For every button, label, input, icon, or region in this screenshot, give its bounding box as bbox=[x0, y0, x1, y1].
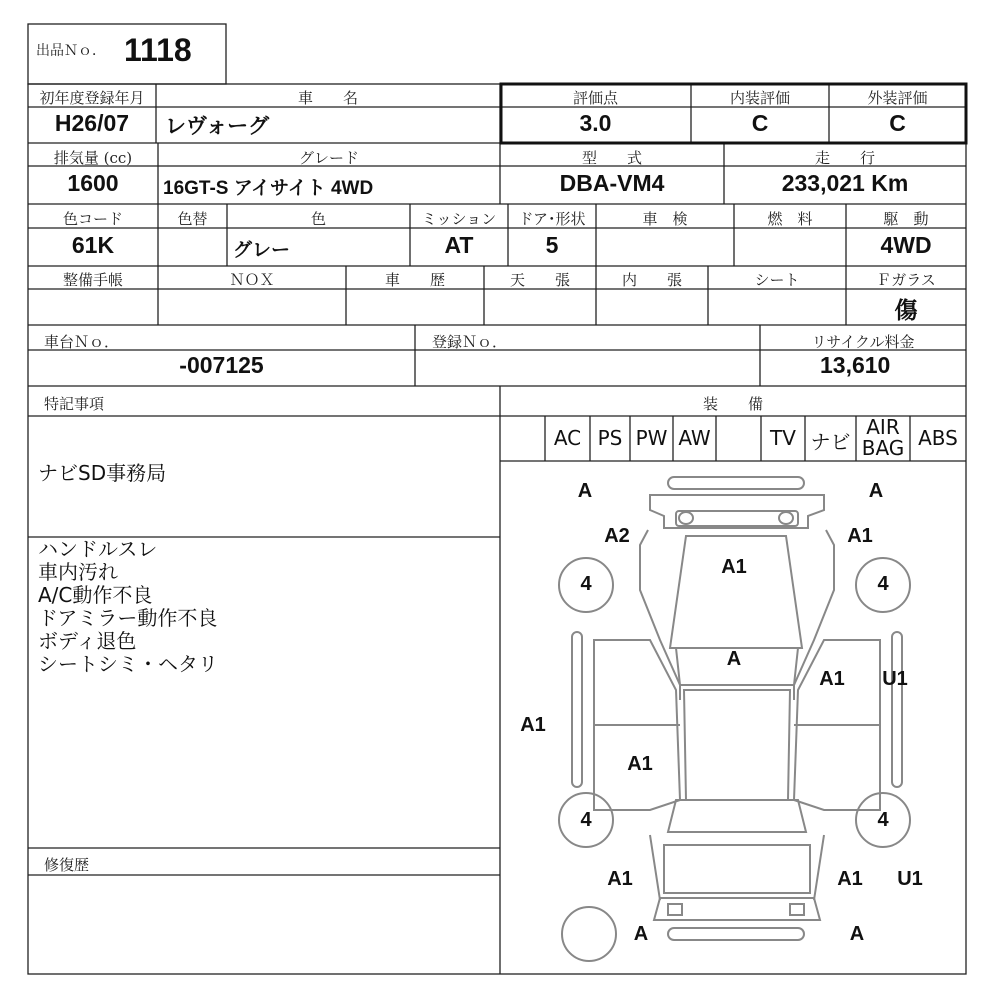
roof-label: 天 張 bbox=[509, 271, 570, 289]
interior-trim-label: 内 張 bbox=[621, 271, 682, 289]
exterior-score-value: C bbox=[889, 110, 906, 136]
grade-label: グレード bbox=[298, 149, 359, 167]
equip-pw: PW bbox=[635, 426, 668, 450]
note-line: ドアミラー動作不良 bbox=[38, 606, 218, 630]
drive-value: 4WD bbox=[880, 232, 932, 258]
interior-score-value: C bbox=[751, 110, 769, 136]
equip-navi: ナビ bbox=[810, 430, 851, 454]
repair-history-label: 修復歴 bbox=[44, 856, 90, 874]
chassis-label: 車台Ｎｏ． bbox=[44, 333, 120, 351]
model-label: 型 式 bbox=[581, 149, 642, 167]
equip-airbag bbox=[856, 417, 910, 459]
note-line: 車内汚れ bbox=[38, 560, 118, 584]
notes-label: 特記事項 bbox=[44, 395, 105, 413]
equip-abs: ABS bbox=[918, 426, 958, 450]
maintenance-label: 整備手帳 bbox=[62, 271, 123, 289]
notes-list bbox=[38, 538, 218, 676]
damage-windshield: A bbox=[726, 648, 742, 670]
equip-aw: AW bbox=[678, 426, 711, 450]
color-value: グレー bbox=[233, 240, 291, 261]
equipment-label: 装 備 bbox=[702, 395, 763, 413]
mileage-value: 233,021 Km bbox=[781, 170, 909, 196]
registration-label: 初年度登録年月 bbox=[39, 89, 145, 107]
score-label: 評価点 bbox=[572, 89, 618, 107]
chassis-value: -007125 bbox=[179, 352, 264, 378]
history-label: 車 歴 bbox=[384, 271, 445, 289]
color-code-value: 61K bbox=[71, 232, 115, 258]
tire-rear-right: 4 bbox=[877, 809, 889, 831]
glass-value: 傷 bbox=[894, 297, 918, 324]
damage-bumper-left: A bbox=[633, 923, 649, 945]
exterior-score-label: 外装評価 bbox=[867, 89, 928, 107]
lot-number: 1118 bbox=[124, 32, 192, 68]
damage-door-right: A1 bbox=[819, 668, 845, 690]
note-line: ハンドルスレ bbox=[38, 537, 158, 561]
damage-front-right: A bbox=[868, 480, 884, 502]
tire-front-left: 4 bbox=[580, 573, 592, 595]
mission-value: AT bbox=[444, 232, 474, 258]
damage-fender-left: A2 bbox=[604, 525, 630, 547]
damage-side-left: A1 bbox=[520, 714, 546, 736]
car-name-label: 車 名 bbox=[297, 89, 358, 107]
nox-label: ＮＯＸ bbox=[229, 271, 275, 289]
inspection-label: 車 検 bbox=[642, 210, 688, 228]
equip-tv: TV bbox=[770, 426, 796, 450]
damage-mirror-right: U1 bbox=[882, 668, 908, 690]
damage-rear-left: A1 bbox=[607, 868, 633, 890]
damage-rear-right-mark: U1 bbox=[897, 868, 923, 890]
damage-front-left: A bbox=[577, 480, 593, 502]
door-label: ドア･形状 bbox=[518, 210, 586, 228]
color-label: 色 bbox=[310, 210, 326, 228]
equip-airbag-line2: BAG bbox=[861, 436, 905, 460]
tire-rear-left: 4 bbox=[580, 809, 592, 831]
grade-value: 16GT-S アイサイト 4WD bbox=[163, 178, 374, 199]
note-line: シートシミ・ヘタリ bbox=[38, 652, 218, 676]
mileage-label: 走 行 bbox=[814, 149, 875, 167]
seat-label: シート bbox=[754, 271, 800, 289]
lot-label: 出品Ｎｏ． bbox=[36, 43, 106, 59]
color-code-label: 色コード bbox=[62, 210, 123, 228]
damage-door-left: A1 bbox=[627, 753, 653, 775]
tire-front-right: 4 bbox=[877, 573, 889, 595]
door-value: 5 bbox=[545, 232, 559, 258]
equip-ac: AC bbox=[553, 426, 582, 450]
glass-label: Ｆガラス bbox=[876, 271, 936, 289]
damage-hood: A1 bbox=[721, 556, 747, 578]
damage-fender-right: A1 bbox=[847, 525, 873, 547]
equip-ps: PS bbox=[597, 426, 623, 450]
drive-label: 駆 動 bbox=[883, 210, 929, 228]
note-line: A/C動作不良 bbox=[38, 583, 153, 607]
notes-top: ナビSD事務局 bbox=[38, 461, 167, 485]
plate-label: 登録Ｎｏ． bbox=[432, 333, 508, 351]
recycle-value: 13,610 bbox=[820, 352, 891, 378]
displacement-value: 1600 bbox=[67, 170, 119, 196]
repaint-label: 色替 bbox=[177, 210, 208, 228]
equip-airbag-line1: AIR bbox=[866, 415, 900, 439]
recycle-label: リサイクル料金 bbox=[811, 333, 915, 351]
interior-score-label: 内装評価 bbox=[729, 89, 790, 107]
model-value: DBA-VM4 bbox=[559, 170, 665, 196]
registration-value: H26/07 bbox=[54, 110, 130, 136]
note-line: ボディ退色 bbox=[38, 629, 137, 653]
fuel-label: 燃 料 bbox=[767, 210, 813, 228]
damage-bumper-right: A bbox=[849, 923, 865, 945]
displacement-label: 排気量 (cc) bbox=[53, 149, 133, 167]
car-name-value: レヴォーグ bbox=[165, 115, 270, 138]
damage-rear-right: A1 bbox=[837, 868, 863, 890]
score-value: 3.0 bbox=[579, 110, 612, 136]
mission-label: ミッション bbox=[421, 210, 497, 228]
